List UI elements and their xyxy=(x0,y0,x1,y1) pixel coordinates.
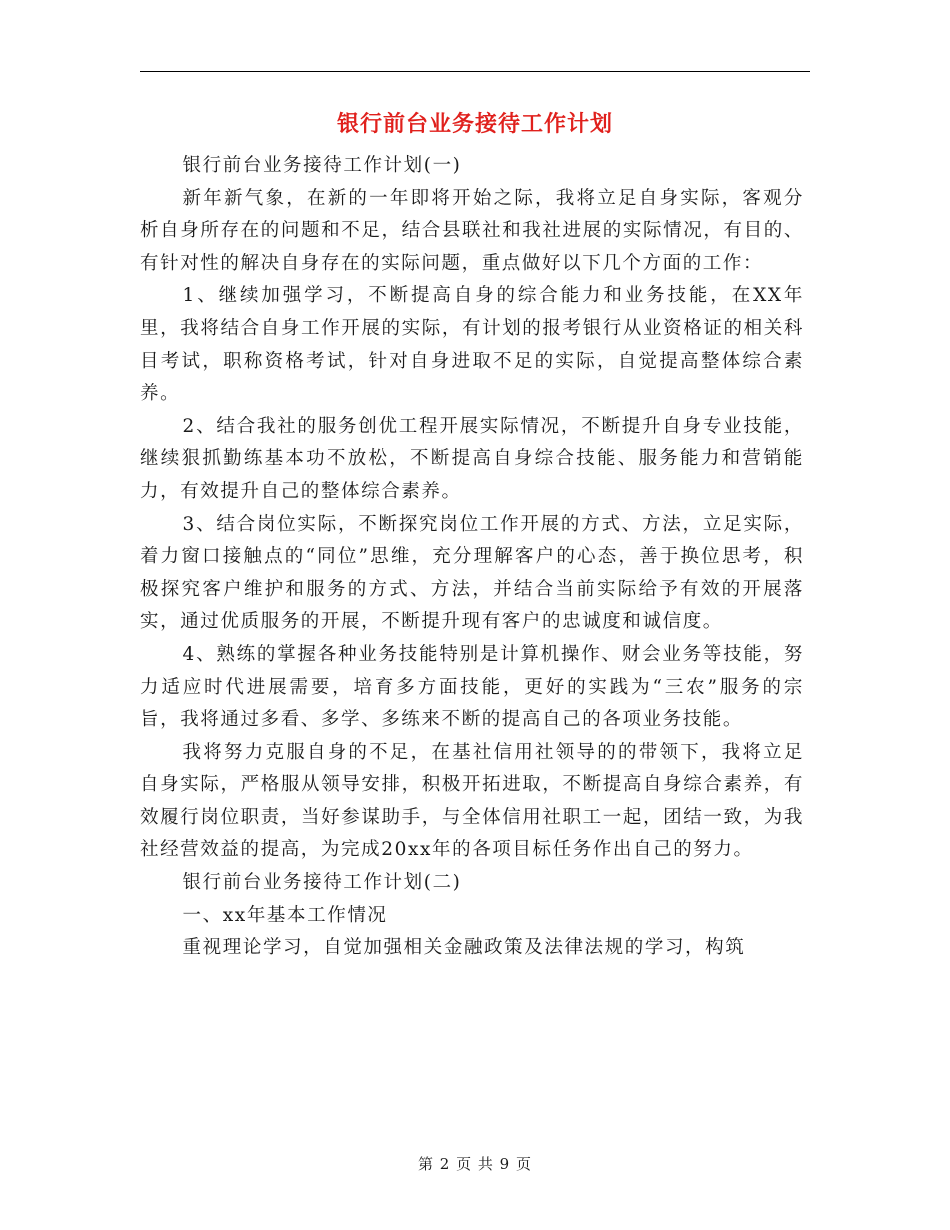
document-body xyxy=(140,150,804,965)
plan-item-2: 2、结合我社的服务创优工程开展实际情况，不断提升自身专业技能，继续狠抓勤练基本功不放松，不断提高自身综合技能、服务能力和营销能力，有效提升自己的整体综合素养。 xyxy=(140,415,804,502)
intro-paragraph: 新年新气象，在新的一年即将开始之际，我将立足自身实际，客观分析自身所存在的问题和不足，结合县联社和我社进展的实际情况，有目的、有针对性的解决自身存在的实际问题，重点做好以下几个方面的工作： xyxy=(140,187,804,274)
page-number-footer: 第 2 页 共 9 页 xyxy=(418,1155,532,1173)
section-heading-2: 银行前台业务接待工作计划(二) xyxy=(182,872,462,894)
subsection-heading: 一、xx年基本工作情况 xyxy=(182,904,388,926)
document-title: 银行前台业务接待工作计划 xyxy=(336,111,613,137)
plan-item-4: 4、熟练的掌握各种业务技能特别是计算机操作、财会业务等技能，努力适应时代进展需要，培育多方面技能，更好的实践为“三农”服务的宗旨，我将通过多看、多学、多练来不断的提高自己的各项业务技能。 xyxy=(140,643,804,731)
section-heading-1: 银行前台业务接待工作计划(一) xyxy=(182,155,462,176)
closing-paragraph: 我将努力克服自身的不足，在基社信用社领导的的带领下，我将立足自身实际，严格服从领导安排，积极开拓进取，不断提高自身综合素养，有效履行岗位职责，当好参谋助手，与全体信用社职工一起，团结一致，为我社经营效益的提高，为完成20xx年的各项目标任务作出自己的努力。 xyxy=(140,741,804,861)
plan-item-3: 3、结合岗位实际，不断探究岗位工作开展的方式、方法，立足实际，着力窗口接触点的“同位”思维，充分理解客户的心态，善于换位思考，积极探究客户维护和服务的方式、方法，并结合当前实际给予有效的开展落实，通过优质服务的开展，不断提升现有客户的忠诚度和诚信度。 xyxy=(140,513,804,633)
header-rule xyxy=(140,71,810,72)
plan-item-1: 1、继续加强学习，不断提高自身的综合能力和业务技能，在XX年里，我将结合自身工作开展的实际，有计划的报考银行从业资格证的相关科目考试，职称资格考试，针对自身进取不足的实际，自觉提高整体综合素养。 xyxy=(140,285,804,405)
body-paragraph: 重视理论学习，自觉加强相关金融政策及法律法规的学习，构筑 xyxy=(182,937,746,959)
